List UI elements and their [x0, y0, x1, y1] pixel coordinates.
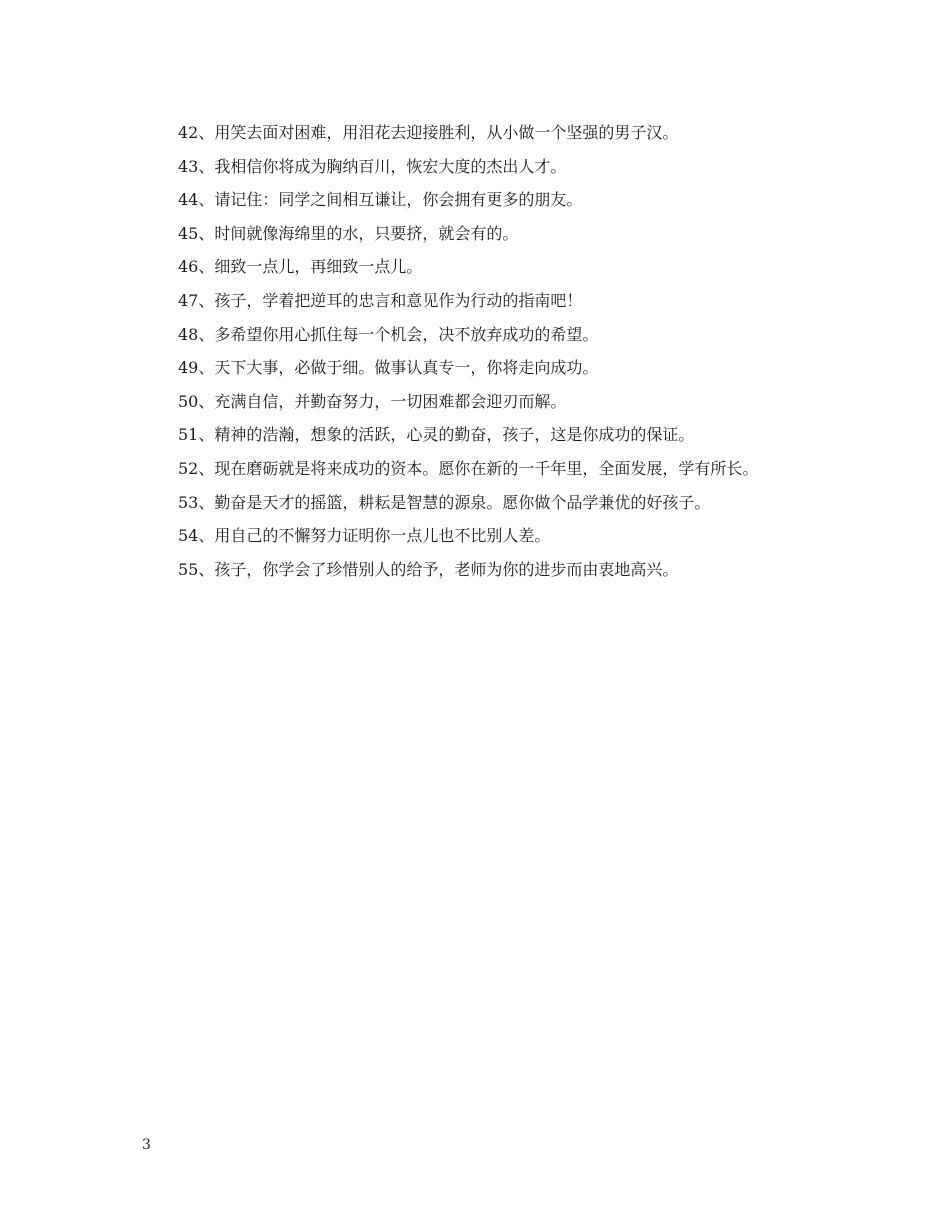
paragraph-53: 53、勤奋是天才的摇篮，耕耘是智慧的源泉。愿你做个品学兼优的好孩子。	[178, 492, 711, 512]
paragraph-46: 46、细致一点儿，再细致一点儿。	[178, 257, 423, 277]
paragraph-50: 50、充满自信，并勤奋努力，一切困难都会迎刃而解。	[178, 391, 567, 411]
paragraph-54: 54、用自己的不懈努力证明你一点儿也不比别人差。	[178, 526, 551, 546]
paragraph-43: 43、我相信你将成为胸纳百川，恢宏大度的杰出人才。	[178, 156, 567, 176]
paragraph-42: 42、用笑去面对困难，用泪花去迎接胜利，从小做一个坚强的男子汉。	[178, 123, 679, 142]
document-body	[142, 116, 812, 586]
paragraph-47: 47、孩子，学着把逆耳的忠言和意见作为行动的指南吧！	[178, 290, 583, 310]
paragraph-45: 45、时间就像海绵里的水，只要挤，就会有的。	[178, 223, 519, 243]
paragraph-49: 49、天下大事，必做于细。做事认真专一，你将走向成功。	[178, 358, 599, 378]
paragraph-51: 51、精神的浩瀚，想象的活跃，心灵的勤奋，孩子，这是你成功的保证。	[178, 425, 695, 445]
paragraph-48: 48、多希望你用心抓住每一个机会，决不放弃成功的希望。	[178, 324, 599, 344]
paragraph-55: 55、孩子，你学会了珍惜别人的给予，老师为你的进步而由衷地高兴。	[178, 559, 679, 579]
page-number: 3	[142, 1137, 151, 1153]
paragraph-44: 44、请记住：同学之间相互谦让，你会拥有更多的朋友。	[178, 190, 583, 210]
paragraph-52: 52、现在磨砺就是将来成功的资本。愿你在新的一千年里，全面发展，学有所长。	[178, 458, 759, 478]
